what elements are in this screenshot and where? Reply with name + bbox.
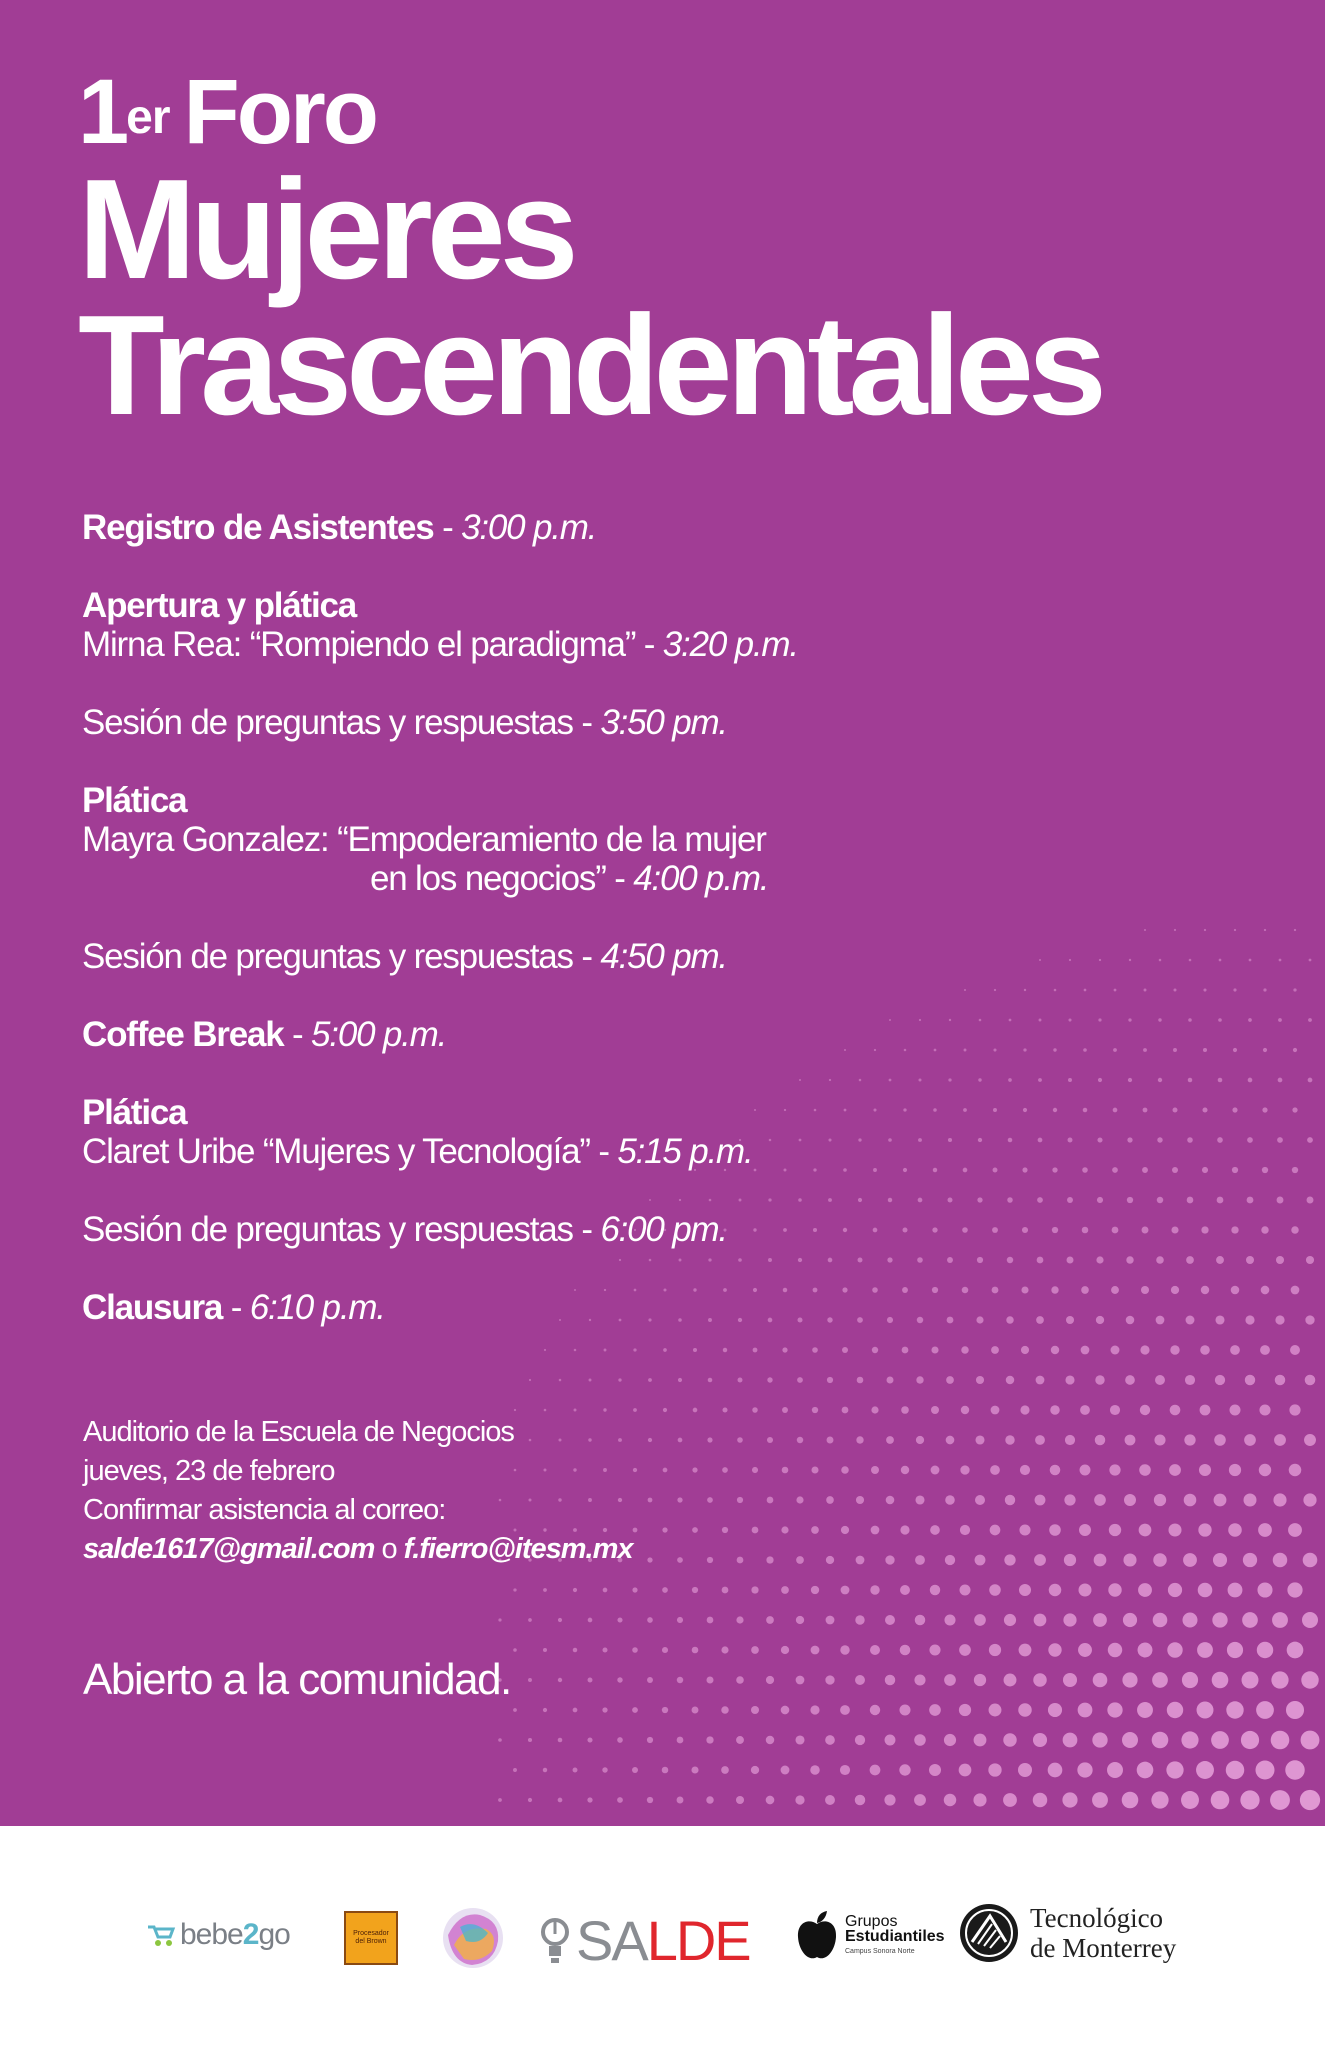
salde-text-a: SA	[576, 1909, 647, 1972]
separator: -	[572, 1210, 601, 1249]
agenda-text: Sesión de preguntas y respuestas	[82, 1210, 573, 1249]
stroller-icon	[146, 1923, 176, 1947]
procesador-line-1: Procesador	[353, 1930, 389, 1937]
bebe2go-logo	[146, 1918, 290, 1952]
agenda-time: 6:10 p.m.	[249, 1288, 385, 1327]
agenda-label: Clausura	[82, 1288, 223, 1327]
agenda-text: Mirna Rea: “Rompiendo el paradigma”	[82, 625, 636, 664]
bebe2go-text-a: bebe	[180, 1918, 243, 1951]
agenda-item-platica-1	[82, 781, 798, 898]
agenda-label: Registro de Asistentes	[82, 508, 434, 547]
grupos-line-3: Campus Sonora Norte	[845, 1947, 915, 1955]
agenda-heading: Plática	[82, 781, 187, 820]
lightbulb-icon	[540, 1916, 570, 1966]
bebe2go-text-b: 2	[242, 1918, 259, 1951]
title-ordinal: 1	[78, 61, 127, 163]
procesador-logo	[344, 1911, 398, 1965]
title-foro: Foro	[183, 61, 376, 163]
title-line-1	[78, 62, 1101, 162]
apple-icon	[795, 1910, 839, 1962]
agenda-time: 3:00 p.m.	[461, 508, 597, 547]
confirm-text: Confirmar asistencia al correo:	[83, 1494, 446, 1526]
grupos-estudiantiles-logo	[795, 1910, 945, 1962]
salde-text-b: LDE	[646, 1909, 750, 1972]
separator: -	[572, 703, 601, 742]
agenda-text-continued: en los negocios”	[370, 859, 606, 898]
agenda-time: 3:20 p.m.	[662, 625, 798, 664]
event-title	[78, 61, 1101, 445]
separator: -	[605, 859, 634, 898]
agenda-text: Sesión de preguntas y respuestas	[82, 937, 573, 976]
agenda-heading: Plática	[82, 1093, 187, 1132]
tec-line-2: de Monterrey	[1030, 1933, 1177, 1963]
agenda-item-qa-2	[82, 937, 798, 976]
agenda-item-qa-3	[82, 1210, 798, 1249]
agenda-item-coffee	[82, 1015, 798, 1054]
salde-logo	[540, 1908, 750, 1973]
agenda-text: Sesión de preguntas y respuestas	[82, 703, 573, 742]
agenda-time: 5:15 p.m.	[617, 1132, 753, 1171]
title-line-3: Trascendentales	[78, 286, 1101, 445]
agenda-item-registro	[82, 508, 798, 547]
open-to-community-text: Abierto a la comunidad.	[83, 1655, 511, 1704]
agenda-item-clausura	[82, 1288, 798, 1327]
gente-feliz-logo	[440, 1905, 506, 1971]
separator: -	[572, 937, 601, 976]
agenda-text: Mayra Gonzalez: “Empoderamiento de la mujer	[82, 820, 766, 859]
grupos-line-1: Grupos	[845, 1912, 898, 1930]
agenda-time: 4:50 pm.	[600, 937, 727, 976]
agenda-time: 6:00 pm.	[600, 1210, 727, 1249]
tec-line-1: Tecnológico	[1030, 1903, 1164, 1933]
email-separator: o	[374, 1533, 404, 1565]
separator: -	[433, 508, 462, 547]
agenda	[82, 508, 798, 1366]
agenda-item-platica-2	[82, 1093, 798, 1171]
grupos-line-2: Estudiantiles	[845, 1927, 945, 1945]
separator: -	[283, 1015, 312, 1054]
agenda-time: 3:50 pm.	[600, 703, 727, 742]
agenda-text: Claret Uribe “Mujeres y Tecnología”	[82, 1132, 590, 1171]
email-link-itesm[interactable]: f.fierro@itesm.mx	[403, 1533, 633, 1565]
bebe2go-text-c: go	[258, 1918, 290, 1951]
separator: -	[222, 1288, 250, 1327]
date-text: jueves, 23 de febrero	[83, 1455, 335, 1487]
agenda-time: 4:00 p.m.	[633, 859, 769, 898]
tec-seal-icon	[958, 1902, 1020, 1964]
title-line-2: Mujeres	[78, 150, 573, 309]
separator: -	[589, 1132, 618, 1171]
venue-text: Auditorio de la Escuela de Negocios	[83, 1416, 514, 1448]
agenda-label: Coffee Break	[82, 1015, 284, 1054]
agenda-heading: Apertura y plática	[82, 586, 357, 625]
title-ordinal-suffix: er	[126, 91, 170, 144]
separator: -	[635, 625, 663, 664]
agenda-time: 5:00 p.m.	[311, 1015, 447, 1054]
agenda-item-apertura	[82, 586, 798, 664]
procesador-line-2: del Brown	[355, 1938, 387, 1945]
event-info	[83, 1413, 633, 1569]
agenda-item-qa-1	[82, 703, 798, 742]
email-link-salde[interactable]: salde1617@gmail.com	[83, 1533, 375, 1565]
tec-monterrey-logo	[958, 1902, 1176, 1964]
